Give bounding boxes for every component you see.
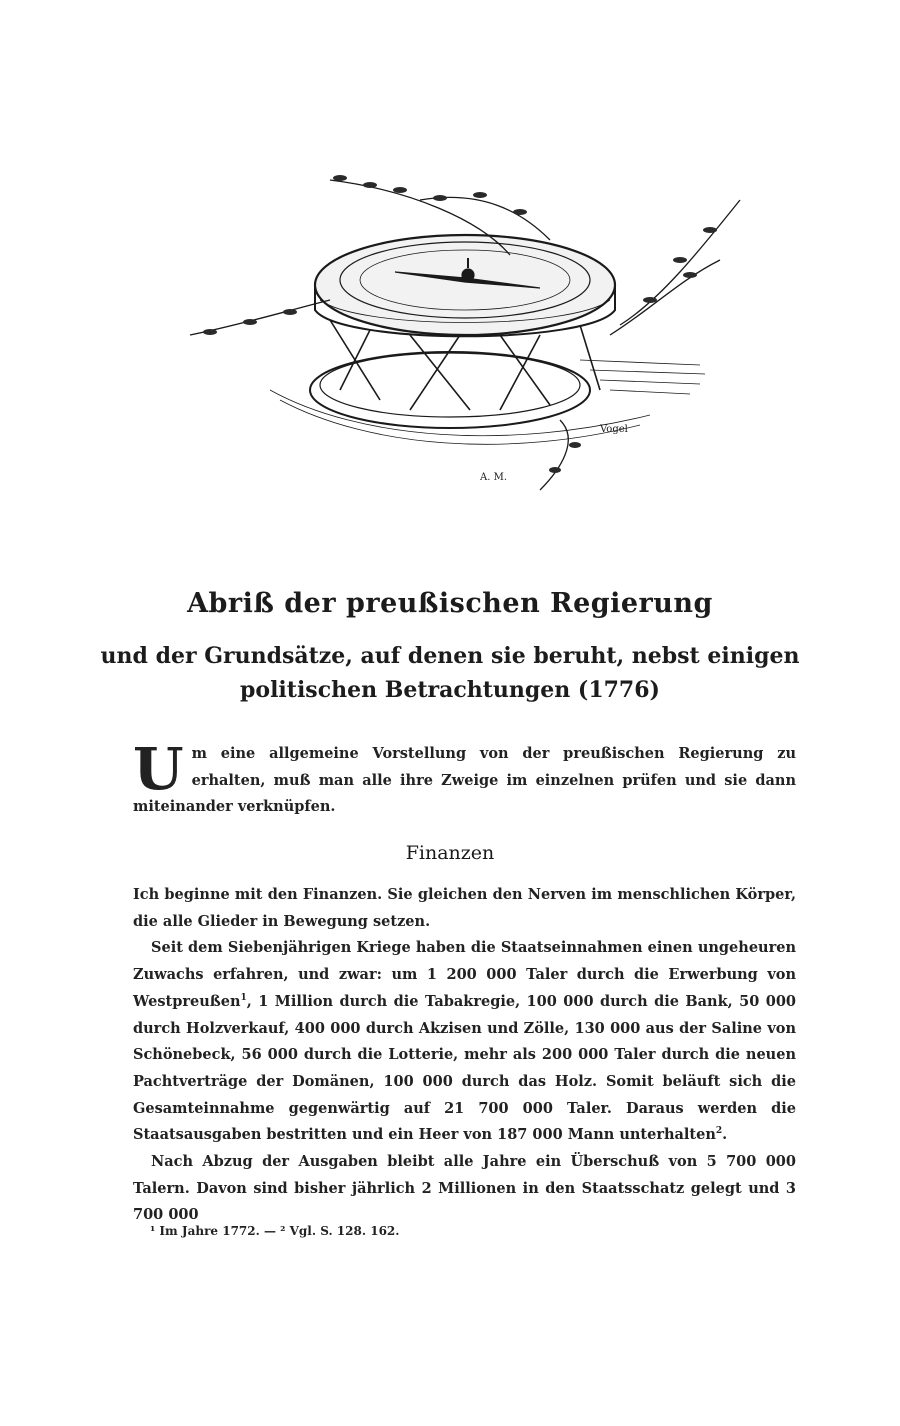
footnote-mark-2: 2 bbox=[715, 1126, 723, 1137]
intro-paragraph bbox=[133, 735, 796, 821]
signature-am: A. M. bbox=[480, 472, 507, 483]
body-text bbox=[133, 882, 796, 1229]
chapter-subtitle-line2: politischen Betrachtungen (1776) bbox=[240, 677, 660, 703]
signature-vogel: Vogel bbox=[600, 424, 628, 435]
paragraph-2-part-a: Seit dem Siebenjährigen Kriege haben die Staatseinnahmen einen ungeheuren Zuwachs erfahren, und zwar: um 1 200 000 Taler durch die Erwerbung von Westpreußen bbox=[133, 939, 796, 1010]
ground-shading bbox=[270, 360, 705, 444]
paragraph-1: Ich beginne mit den Finanzen. Sie gleichen den Nerven im menschlichen Körper, die alle Glieder in Bewegung setzen. bbox=[133, 886, 796, 930]
intro-text: m eine allgemeine Vorstellung von der preußischen Regierung zu erhalten, muß man alle ihre Zweige im einzelnen prüfen und sie dann miteinander verknüpfen. bbox=[133, 745, 796, 816]
footnotes: ¹ Im Jahre 1772. — ² Vgl. S. 128. 162. bbox=[150, 1224, 400, 1238]
paragraph-3: Nach Abzug der Ausgaben bleibt alle Jahre ein Überschuß von 5 700 000 Talern. Davon sind bisher jährlich 2 Millionen in den Staatsschatz gelegt und 3 700 000 bbox=[133, 1153, 796, 1224]
paragraph-2-part-c: . bbox=[722, 1126, 728, 1144]
drop-cap: U bbox=[133, 735, 184, 803]
section-heading: Finanzen bbox=[405, 842, 495, 864]
compass-illustration bbox=[180, 160, 750, 505]
chapter-subtitle-line1: und der Grundsätze, auf denen sie beruht, nebst einigen bbox=[100, 643, 800, 669]
paragraph-2-part-b: , 1 Million durch die Tabakregie, 100 000 durch die Bank, 50 000 durch Holzverkauf, 400 000 durch Akzisen und Zölle, 130 000 aus der Saline von Schönebeck, 56 000 durch die Lotterie, mehr als 200 000 Taler durch die neuen Pachtverträge der Domänen, 100 000 durch das Holz. Somit beläuft sich die Gesamteinnahme gegenwärtig auf 21 700 000 Taler. Daraus werden die Staatsausgaben bestritten und ein Heer von 187 000 Mann unterhalten bbox=[133, 992, 796, 1144]
footnote-mark-1: 1 bbox=[240, 992, 247, 1003]
chapter-title: Abriß der preußischen Regierung bbox=[187, 588, 713, 619]
paragraph-2 bbox=[133, 935, 796, 1149]
